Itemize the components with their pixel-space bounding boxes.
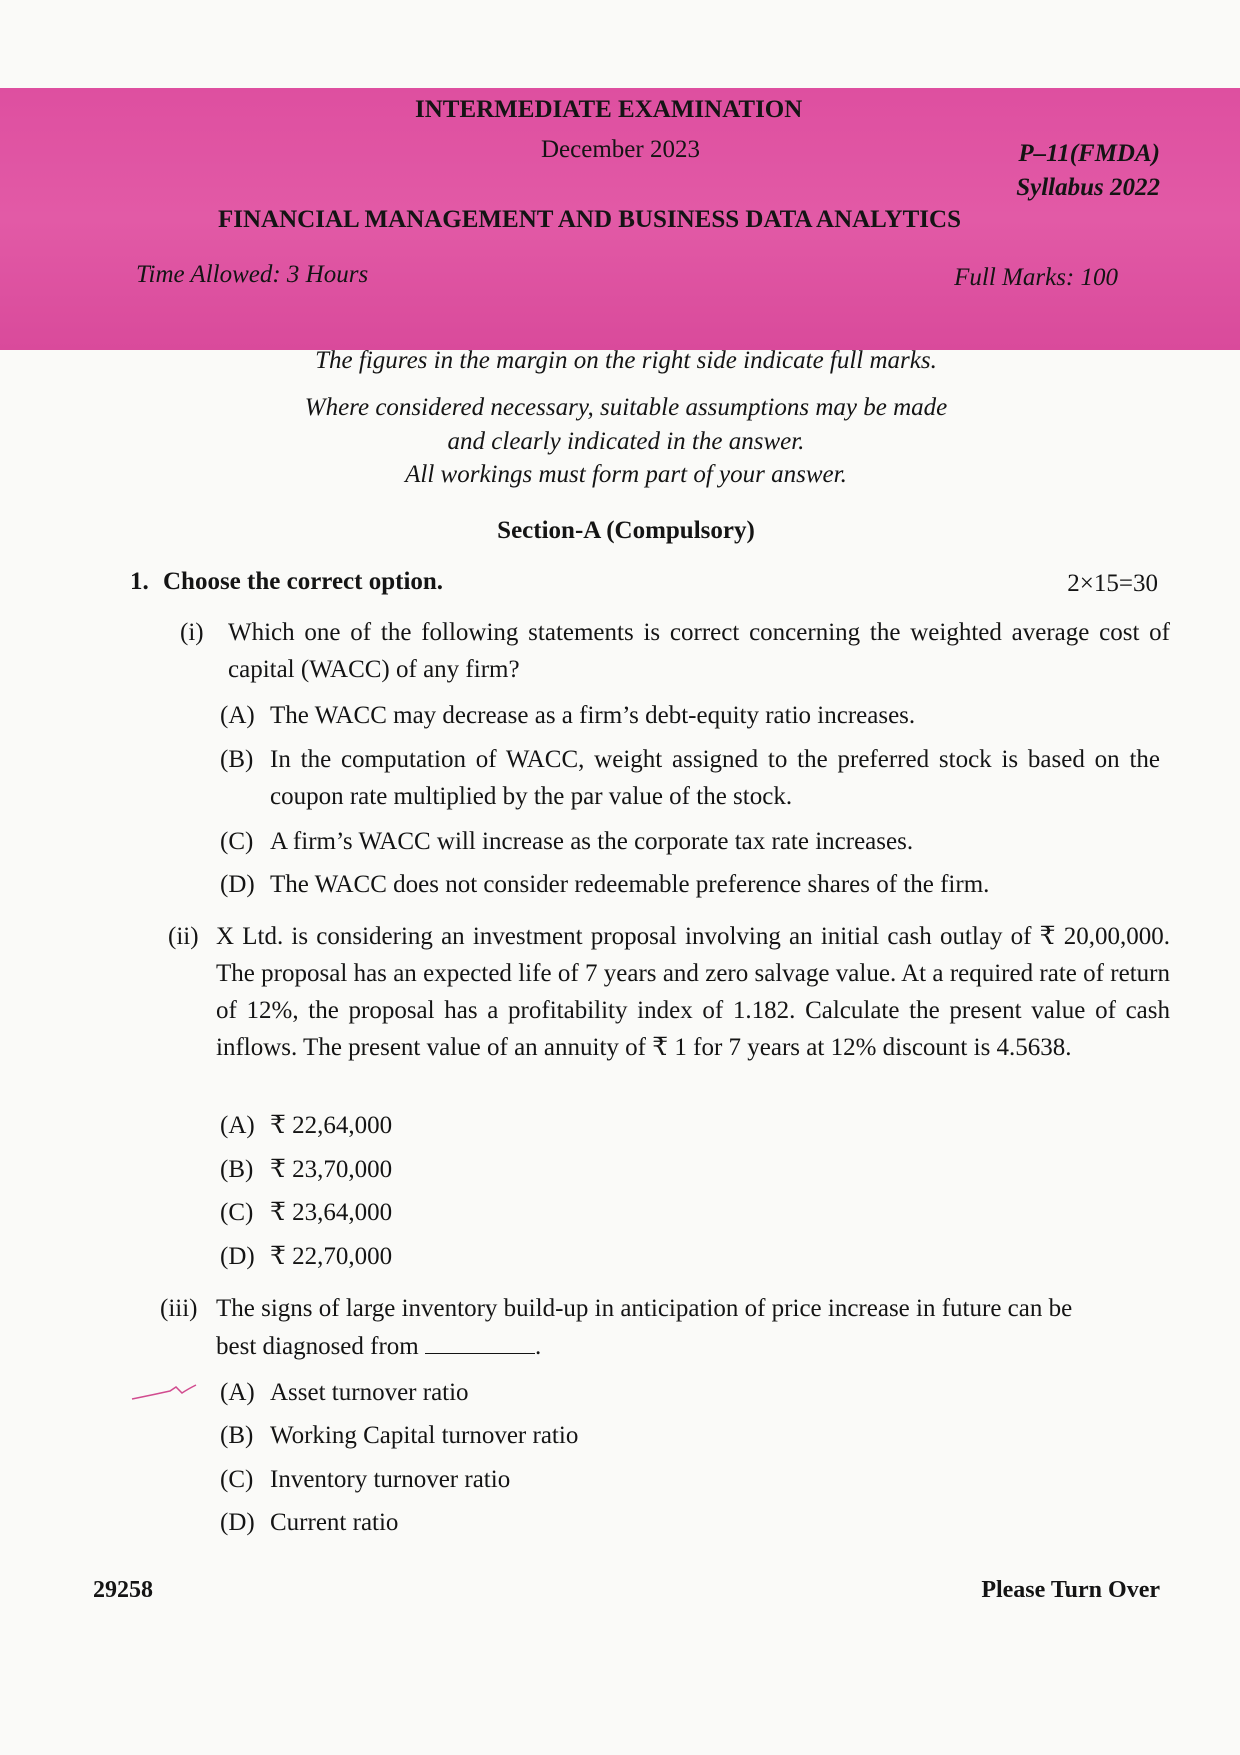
option-label: (A) — [220, 702, 255, 729]
exam-title: INTERMEDIATE EXAMINATION — [415, 96, 803, 123]
question-number: 1. — [130, 568, 149, 595]
option-label: (C) — [220, 1466, 254, 1493]
option-label: (A) — [220, 1379, 255, 1406]
paper-serial-code: 29258 — [93, 1577, 153, 1603]
option-text: In the computation of WACC, weight assigned to the preferred stock is based on the coupon rate multiplied by the par value of the stock. — [270, 746, 1160, 810]
option-text: A firm’s WACC will increase as the corporate tax rate increases. — [270, 828, 914, 855]
option-label: (A) — [220, 1112, 255, 1139]
option-label: (D) — [220, 871, 255, 898]
option-label: (D) — [220, 1509, 255, 1536]
subquestion-text: X Ltd. is considering an investment proposal involving an initial cash outlay of ₹ 20,00,000. The proposal has an expected life of 7 years and zero salvage value. At a required rate of return of 12%, the proposal has a profitability index of 1.182. Calculate the present value of cash inflows. The present value of an annuity of ₹ 1 for 7 years at 12% discount is 4.5638. — [216, 923, 1170, 1061]
option-text: Asset turnover ratio — [270, 1379, 469, 1406]
option-label: (B) — [220, 1156, 254, 1183]
option-text: Current ratio — [270, 1509, 399, 1536]
option-text: ₹ 22,64,000 — [270, 1112, 393, 1139]
question-marks: 2×15=30 — [1067, 570, 1158, 597]
subquestion-i — [180, 614, 1170, 688]
fill-in-blank — [425, 1331, 535, 1354]
question-title: Choose the correct option. — [163, 568, 444, 595]
subquestion-text: best diagnosed from — [216, 1333, 419, 1360]
subquestion-text-line2 — [216, 1328, 541, 1365]
please-turn-over: Please Turn Over — [981, 1577, 1160, 1603]
option-text: ₹ 22,70,000 — [270, 1243, 393, 1270]
subquestion-label: (i) — [180, 619, 204, 646]
option-text: ₹ 23,70,000 — [270, 1156, 393, 1183]
option-text: Working Capital turnover ratio — [270, 1422, 579, 1449]
option-label: (C) — [220, 1199, 254, 1226]
syllabus: Syllabus 2022 — [1016, 174, 1160, 201]
subquestion-label: (iii) — [160, 1295, 198, 1322]
option-label: (C) — [220, 828, 254, 855]
option-label: (B) — [220, 746, 254, 773]
exam-session: December 2023 — [541, 136, 700, 163]
paper-code: P–11(FMDA) — [1018, 140, 1160, 167]
instruction-line: The figures in the margin on the right side indicate full marks. — [315, 347, 937, 374]
option-label: (D) — [220, 1243, 255, 1270]
option-text: The WACC does not consider redeemable preference shares of the firm. — [270, 871, 990, 898]
time-allowed: Time Allowed: 3 Hours — [136, 261, 369, 288]
subquestion-text: . — [534, 1333, 542, 1360]
instruction-line: and clearly indicated in the answer. — [447, 428, 805, 455]
section-title: Section-A (Compulsory) — [497, 517, 755, 544]
subquestion-label: (ii) — [168, 923, 199, 950]
option — [220, 741, 1160, 815]
option-label: (B) — [220, 1422, 254, 1449]
pen-tick-mark — [130, 1383, 200, 1403]
subquestion-ii — [168, 918, 1170, 1103]
option-text: ₹ 23,64,000 — [270, 1199, 393, 1226]
subquestion-text: Which one of the following statements is correct concerning the weighted average cost of capital (WACC) of any firm? — [228, 619, 1170, 683]
full-marks: Full Marks: 100 — [954, 264, 1118, 291]
instruction-line: All workings must form part of your answer. — [405, 461, 847, 488]
option-text: Inventory turnover ratio — [270, 1466, 511, 1493]
subject-title: FINANCIAL MANAGEMENT AND BUSINESS DATA ANALYTICS — [218, 206, 961, 233]
option-text: The WACC may decrease as a firm’s debt-equity ratio increases. — [270, 702, 916, 729]
instruction-line: Where considered necessary, suitable assumptions may be made — [304, 394, 948, 421]
subquestion-text: The signs of large inventory build-up in anticipation of price increase in future can be — [216, 1295, 1073, 1322]
